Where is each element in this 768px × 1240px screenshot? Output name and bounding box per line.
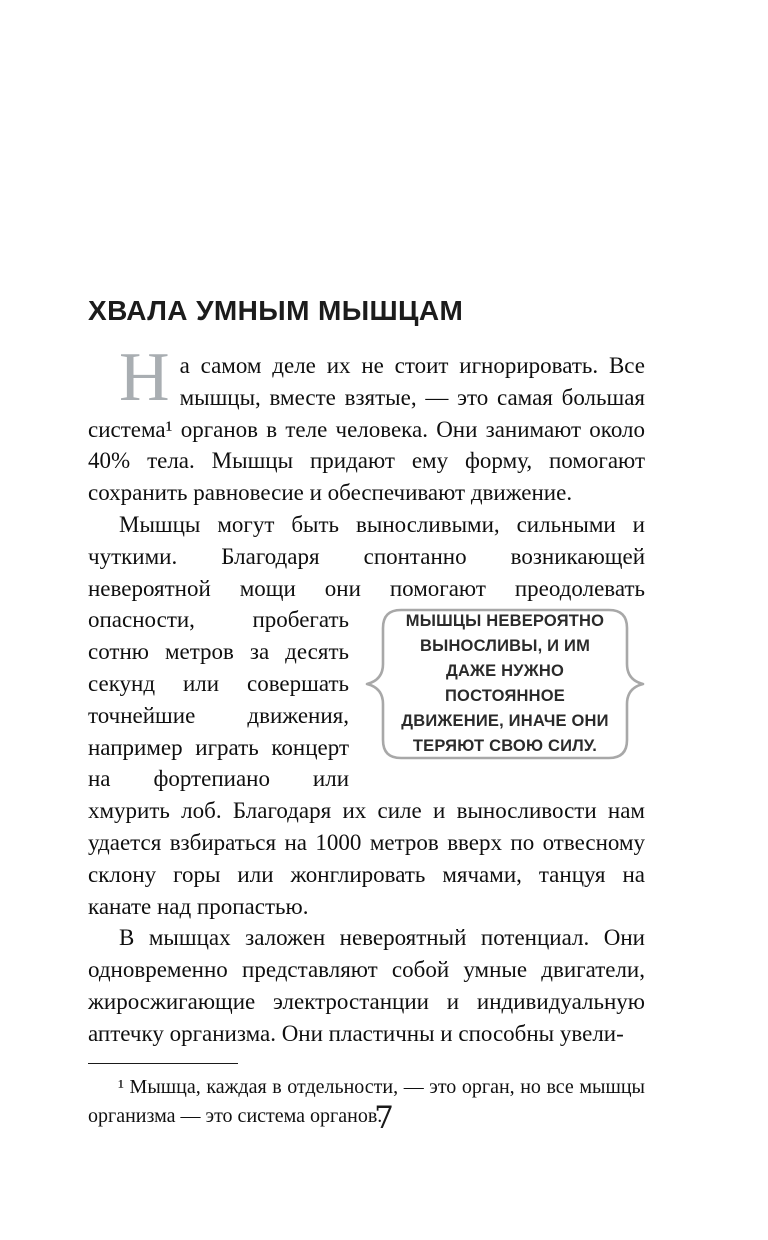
paragraph-2: [88, 509, 645, 922]
paragraph-2-text-before: Мышцы могут быть выносливыми, сильными и чуткими. Благодаря спонтанно возникающей невероятной мощи они помогают преодолевать опасности, пробегать: [88, 511, 645, 633]
callout-text: МЫШЦЫ НЕВЕРОЯТНО ВЫНОСЛИВЫ, И ИМ ДАЖЕ НУЖНО ПОСТОЯННОЕ ДВИЖЕНИЕ, ИНАЧЕ ОНИ ТЕРЯЮТ СВОЮ СИЛУ.: [401, 612, 609, 756]
footnote-divider: [88, 1063, 238, 1064]
paragraph-2-text-after: сотню метров за десять секунд или совершать точнейшие движения, например играть концерт на фортепиано или хмурить лоб. Благодаря их силе и выносливости нам удается взбираться на 1000 метров вверх по отвесному склону горы или жонглировать мячами, танцуя на канате над пропастью.: [88, 639, 645, 919]
paragraph-1-text: а самом деле их не стоит игнорировать. Все мышцы, вместе взятые, — это самая большая система¹ органов в теле человека. Они занимают около 40% тела. Мышцы придают ему форму, помогают сохранить равновесие и обеспечивают движение.: [88, 353, 645, 506]
body-text: [88, 339, 645, 1132]
text-column: [88, 294, 645, 1132]
paragraph-1: [88, 339, 645, 509]
page-number: 7: [374, 1100, 394, 1136]
paragraph-3-text: В мышцах заложен невероятный потенциал. Они одновременно представляют собой умные двигатели, жиросжигающие электростанции и индивидуальную аптечку организма. Они пластичны и способны увели-: [88, 925, 645, 1046]
paragraph-3: [88, 922, 645, 1049]
footnote: ¹ Мышца, каждая в отдельности, — это орган, но все мышцы организма — это система органов.: [88, 1075, 645, 1128]
chapter-heading: ХВАЛА УМНЫМ МЫШЦАМ: [88, 295, 464, 326]
callout-bubble: [365, 608, 645, 760]
drop-cap: Н: [119, 339, 170, 416]
